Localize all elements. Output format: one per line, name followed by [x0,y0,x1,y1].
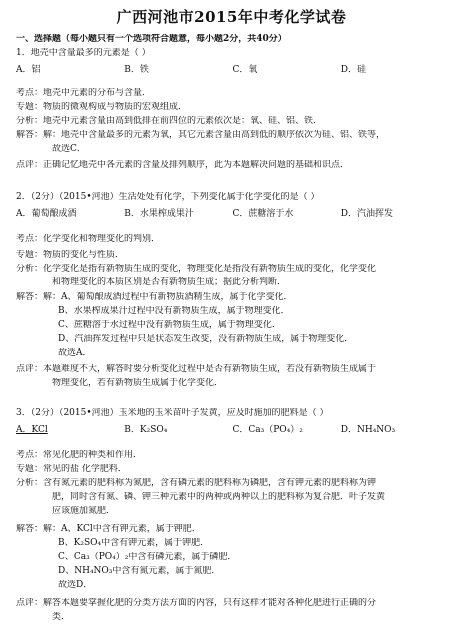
q1-stem: 1．地壳中含量最多的元素是（ ） [16,48,151,58]
q3-option-b: B．K₂SO₄ [124,425,168,435]
q2-fenxi-1: 分析：化学变化是指有新物质生成的变化，物理变化是指没有新物质生成的变化，化学变化 [16,264,377,274]
q3-jieda-2: B、K₂SO₄中含有钾元素，属于钾肥． [58,538,210,548]
q2-dianping-1: 点评：本题难度不大，解答时要分析变化过程中是否有新物质生成，若没有新物质生成属于 [16,364,377,374]
q2-jieda-4: D、汽油挥发过程中只是状态发生改变，没有新物质生成，属于物理变化． [58,334,354,344]
q3-fenxi-1: 分析：含有氮元素的肥料称为氮肥，含有磷元素的肥料称为磷肥，含有钾元素的肥料称为钾 [16,478,377,488]
q3-jieda-1: 解答：解：A、KCl中含有钾元素，属于钾肥． [16,524,201,534]
q3-answer: 故选D． [58,580,93,590]
q2-jieda-1: 解答：解：A、葡萄酿成酒过程中有新物质酒精生成，属于化学变化． [16,292,293,302]
q1-option-a: A．铝 [16,65,41,75]
q2-stem: 2．（2分）（2015•河池）生活处处有化学，下列变化属于化学变化的是（ ） [16,192,320,202]
q3-option-a: A．KCl [16,425,48,435]
q3-dianping-2: 类． [52,612,71,622]
q2-option-a: A．葡萄酿成酒 [16,209,77,219]
q1-options [16,62,449,75]
q2-kaodian: 考点：化学变化和物理变化的判别． [16,234,161,244]
q3-stem: 3．（2分）（2015•河池）玉米地的玉米苗叶子发黄，应及时施加的肥料是（ ） [16,408,329,418]
q3-fenxi-2: 肥，同时含有氮、磷、钾三种元素中的两种或两种以上的肥料称为复合肥．叶子发黄 [52,492,386,502]
q3-zhuanti: 专题：常见的盐 化学肥料． [16,464,127,474]
q3-options [16,422,449,435]
q2-dianping-2: 物理变化，若有新物质生成属于化学变化． [52,378,224,388]
q2-fenxi-2: 和物理变化的本质区别是否有新物质生成；据此分析判断． [52,277,287,287]
q2-option-d: D．汽油挥发 [340,209,393,219]
q3-jieda-4: D、NH₄NO₃中含有氮元素，属于氮肥． [58,566,221,576]
q2-zhuanti: 专题：物质的变化与性质． [16,250,125,260]
q3-option-d: D．NH₄NO₃ [340,425,396,435]
q1-option-b: B．铁 [124,65,149,75]
q1-kaodian: 考点：地壳中元素的分布与含量． [16,88,152,98]
q1-option-d: D．硅 [340,65,366,75]
q2-options [16,206,449,219]
q3-option-c: C．Ca₃（PO₄）₂ [232,425,303,435]
q1-answer: 故选C． [52,144,86,154]
q2-option-b: B．水果榨成果汁 [124,209,194,219]
q3-kaodian: 考点：常见化肥的种类和作用． [16,450,143,460]
q1-jieda: 解答：解：地壳中含量最多的元素为氧，其它元素含量由高到低的顺序依次为硅、铝、铁等， [16,130,386,140]
q3-jieda-3: C、Ca₃（PO₄）₂中含有磷元素，属于磷肥． [58,552,237,562]
q1-fenxi: 分析：地壳中元素含量由高到低排在前四位的元素依次是：氧、硅、铝、铁． [16,116,323,126]
section-heading: 一、选择题（每小题只有一个选项符合题意，每小题2分，共40分） [16,34,287,44]
q2-option-c: C．蔗糖溶于水 [232,209,294,219]
q1-zhuanti: 专题：物质的微观构成与物质的宏观组成． [16,102,188,112]
q3-fenxi-3: 应该施加氮肥． [52,506,116,516]
q1-option-c: C．氧 [232,65,258,75]
q2-answer: 故选A． [58,348,92,358]
q1-dianping: 点评：正确记忆地壳中各元素的含量及排列顺序，此为本题解决问题的基础和识点． [16,160,350,170]
page-title: 广西河池市2015年中考化学试卷 [116,8,347,26]
q3-dianping-1: 点评：解答本题要掌握化肥的分类方法方面的内容，只有这样才能对各种化肥进行正确的分 [16,598,377,608]
q2-jieda-2: B、水果榨成果汁过程中没有新物质生成，属于物理变化． [58,306,290,316]
q2-jieda-3: C、蔗糖溶于水过程中没有新物质生成，属于物理变化． [58,320,281,330]
